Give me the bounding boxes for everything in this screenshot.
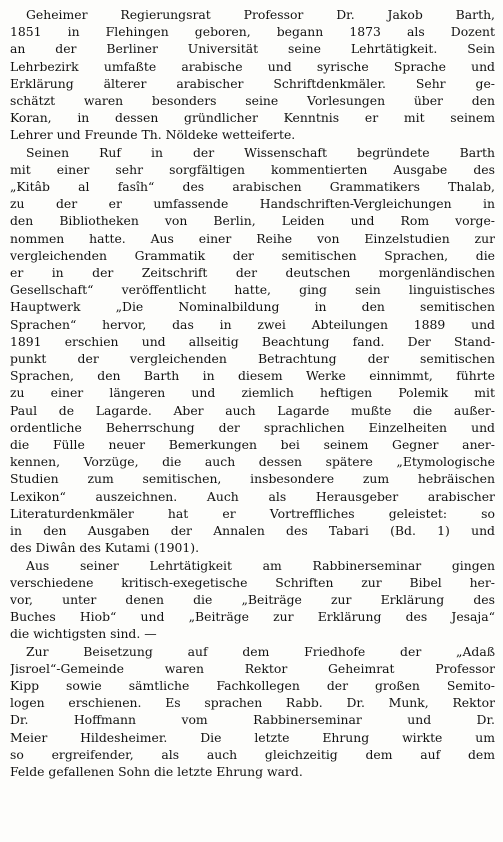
text-line: Lehrer und Freunde Th. Nöldeke wetteiferte. — [10, 127, 296, 143]
text-line: in den Ausgaben der Annalen des Tabari (Bd. 1) und — [10, 523, 495, 539]
text-line: den Bibliotheken von Berlin, Leiden und Rom vorge- — [10, 213, 495, 229]
text-line: die wichtigsten sind. — — [10, 626, 157, 642]
text-line: Koran, in dessen gründlicher Kenntnis er mit seinem — [10, 110, 495, 126]
article-paragraph — [10, 643, 495, 781]
text-line: ordentliche Beherrschung der sprachlichen Einzelheiten und — [10, 419, 495, 435]
text-line: Kipp sowie sämtliche Fachkollegen der großen Semito- — [10, 677, 495, 693]
text-line: so ergreifender, als auch gleichzeitig dem auf dem — [10, 746, 495, 762]
text-line: Paul de Lagarde. Aber auch Lagarde mußte die außer- — [10, 402, 495, 418]
article-paragraph — [10, 557, 495, 643]
text-line: Seinen Ruf in der Wissenschaft begründete Barth — [26, 144, 495, 160]
text-line: er in der Zeitschrift der deutschen morgenländischen — [10, 265, 495, 281]
text-line: Felde gefallenen Sohn die letzte Ehrung ward. — [10, 763, 303, 779]
text-line: Dr. Hoffmann vom Rabbinerseminar und Dr. — [10, 712, 495, 728]
text-line: Gesellschaft“ veröffentlicht hatte, ging sein linguistisches — [10, 282, 495, 298]
text-line: verschiedene kritisch-exegetische Schriften zur Bibel her- — [10, 574, 495, 590]
text-line: Buches Hiob“ und „Beiträge zur Erklärung des Jesaja“ — [10, 609, 495, 625]
text-line: zu der er umfassende Handschriften-Vergleichungen in — [10, 196, 495, 212]
article-paragraph — [10, 144, 495, 557]
text-line: Meier Hildesheimer. Die letzte Ehrung wirkte um — [10, 729, 495, 745]
text-line: punkt der vergleichenden Betrachtung der semitischen — [10, 351, 495, 367]
text-line: nommen hatte. Aus einer Reihe von Einzelstudien zur — [10, 230, 495, 246]
text-line: 1851 in Flehingen geboren, begann 1873 als Dozent — [10, 24, 495, 40]
text-line: die Fülle neuer Bemerkungen bei seinem Gegner aner- — [10, 437, 495, 453]
text-line: Lexikon“ auszeichnen. Auch als Herausgeber arabischer — [10, 488, 495, 504]
text-line: Zur Beisetzung auf dem Friedhofe der „Adaß — [26, 643, 495, 659]
text-line: 1891 erschien und allseitig Beachtung fand. Der Stand- — [10, 333, 495, 349]
text-line: vergleichenden Grammatik der semitischen Sprachen, die — [10, 247, 495, 263]
text-line: schätzt waren besonders seine Vorlesungen über den — [10, 93, 495, 109]
text-line: mit einer sehr sorgfältigen kommentierten Ausgabe des — [10, 161, 495, 177]
text-line: „Kitâb al fasîh“ des arabischen Grammatikers Thalab, — [10, 179, 495, 195]
text-line: zu einer längeren und ziemlich heftigen Polemik mit — [10, 385, 495, 401]
text-line: Literaturdenkmäler hat er Vortreffliches geleistet: so — [10, 505, 495, 521]
text-line: Aus seiner Lehrtätigkeit am Rabbinerseminar gingen — [26, 557, 495, 573]
text-line: Jisroel“-Gemeinde waren Rektor Geheimrat Professor — [10, 660, 495, 676]
text-line: des Diwân des Kutami (1901). — [10, 540, 200, 556]
article-paragraph — [10, 6, 495, 144]
text-line: Geheimer Regierungsrat Professor Dr. Jakob Barth, — [26, 7, 495, 22]
text-line: an der Berliner Universität seine Lehrtätigkeit. Sein — [10, 41, 495, 57]
text-line: Sprachen, den Barth in diesem Werke einnimmt, führte — [10, 368, 495, 384]
text-line: kennen, Vorzüge, die auch dessen spätere „Etymologische — [10, 454, 495, 470]
text-line: Sprachen“ hervor, das in zwei Abteilungen 1889 und — [10, 316, 495, 332]
text-line: vor, unter denen die „Beiträge zur Erklärung des — [10, 591, 495, 607]
text-line: Erklärung älterer arabischer Schriftdenkmäler. Sehr ge- — [10, 75, 495, 91]
text-line: logen erschienen. Es sprachen Rabb. Dr. Munk, Rektor — [10, 695, 495, 711]
obituary-article — [10, 6, 495, 780]
text-line: Studien zum semitischen, insbesondere zum hebräischen — [10, 471, 495, 487]
text-line: Hauptwerk „Die Nominalbildung in den semitischen — [10, 299, 495, 315]
text-line: Lehrbezirk umfaßte arabische und syrische Sprache und — [10, 58, 495, 74]
